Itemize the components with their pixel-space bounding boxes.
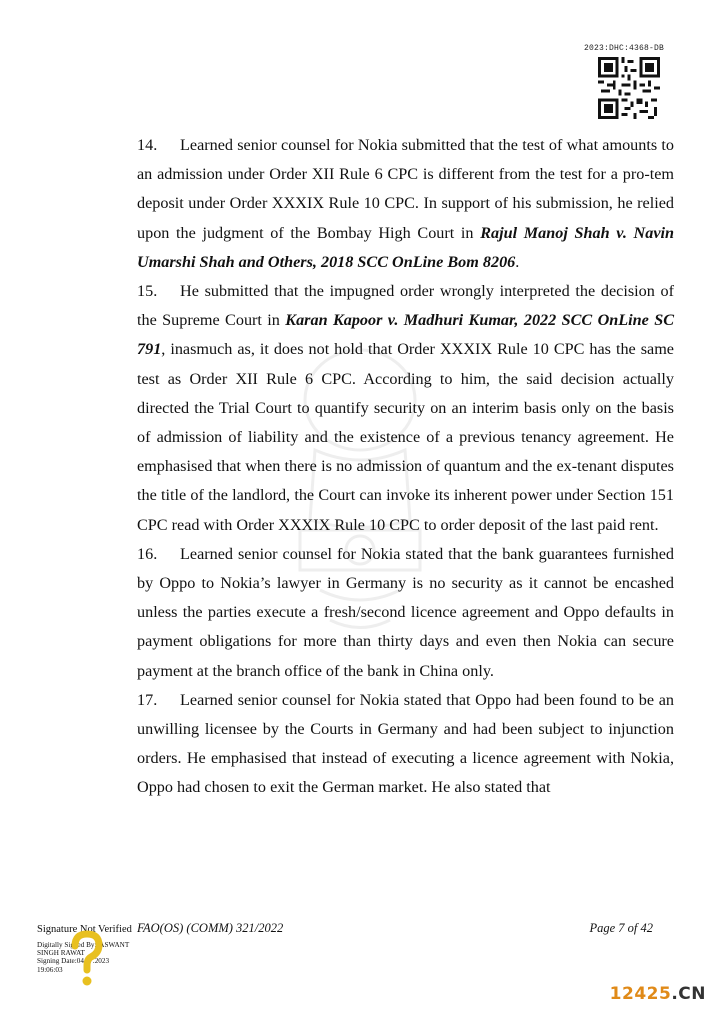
brand-suffix: .CN [671, 984, 706, 1004]
paragraph-text: , inasmuch as, it does not hold that Order XXXIX Rule 10 CPC has the same test as Order XII Rule 6 CPC. According to him, the said decision actually directed the Trial Court to quantify security on an interim basis only on the basis of admission of liability and the existence of a previous tenancy agreement. He emphasised that when there is no admission of quantum and the ex-tenant disputes the title of the landlord, the Court can invoke its inherent power under Section 151 CPC read with Order XXXIX Rule 10 CPC to order deposit of the last paid rent. [137, 340, 674, 534]
brand-numbers: 12425 [609, 984, 672, 1004]
judgment-body [137, 131, 674, 803]
page-number: Page 7 of 42 [589, 921, 653, 935]
signer-name: SINGH RAWAT [37, 949, 85, 958]
site-brand-watermark [610, 984, 706, 1004]
signing-time: 19:06:03 [37, 965, 63, 974]
paragraph-17 [137, 686, 674, 803]
digital-signature-block [37, 924, 147, 974]
question-mark-icon [67, 930, 107, 988]
case-citation: Karan Kapoor v. Madhuri Kumar, 2022 SCC OnLine SC 791 [137, 311, 675, 359]
paragraph-text: . [515, 252, 520, 271]
signed-by: Digitally Signed By:JASWANT [37, 941, 130, 949]
paragraph-number: 15. [137, 282, 158, 301]
citation-code: 2023:DHC:4368-DB [583, 44, 664, 53]
paragraph-text: Learned senior counsel for Nokia submitted that the test of what amounts to an admission under Order XII Rule 6 CPC is different from the test for a pro-tem deposit under Order XXXIX Rule 10 CPC. In support of his submission, he relied upon the judgment of the Bombay High Court in [137, 136, 674, 242]
footer-case-number: FAO(OS) (COMM) 321/2022 [137, 921, 284, 935]
paragraph-number: 14. [137, 136, 158, 154]
paragraph-text: Learned senior counsel for Nokia stated that Oppo had been found to be an unwilling licensee by the Courts in Germany and had been subject to injunction orders. He emphasised that instead of executing a licence agreement with Nokia, Oppo had chosen to exit the German market. He also stated that [137, 690, 674, 797]
qr-code [598, 57, 660, 119]
paragraph-text: Learned senior counsel for Nokia stated that the bank guarantees furnished by Oppo to Nokia’s lawyer in Germany is no security as it cannot be encashed unless the parties execute a fresh/second licence agreement and Oppo defaults in payment obligations for more than thirty days and even then Nokia can secure payment at the branch office of the bank in China only. [137, 544, 674, 680]
signing-date: Signing Date:04.07.2023 [37, 957, 110, 966]
paragraph-15 [137, 277, 674, 540]
paragraph-number: 16. [137, 544, 158, 563]
case-citation: Rajul Manoj Shah v. Navin Umarshi Shah and Others, 2018 SCC OnLine Bom 8206 [137, 223, 675, 271]
paragraph-number: 17. [137, 690, 158, 709]
signature-status: Signature Not Verified [37, 924, 132, 935]
paragraph-16 [137, 540, 674, 686]
paragraph-text: He submitted that the impugned order wrongly interpreted the decision of the Supreme Court in [137, 282, 674, 330]
paragraph-14 [137, 131, 674, 277]
